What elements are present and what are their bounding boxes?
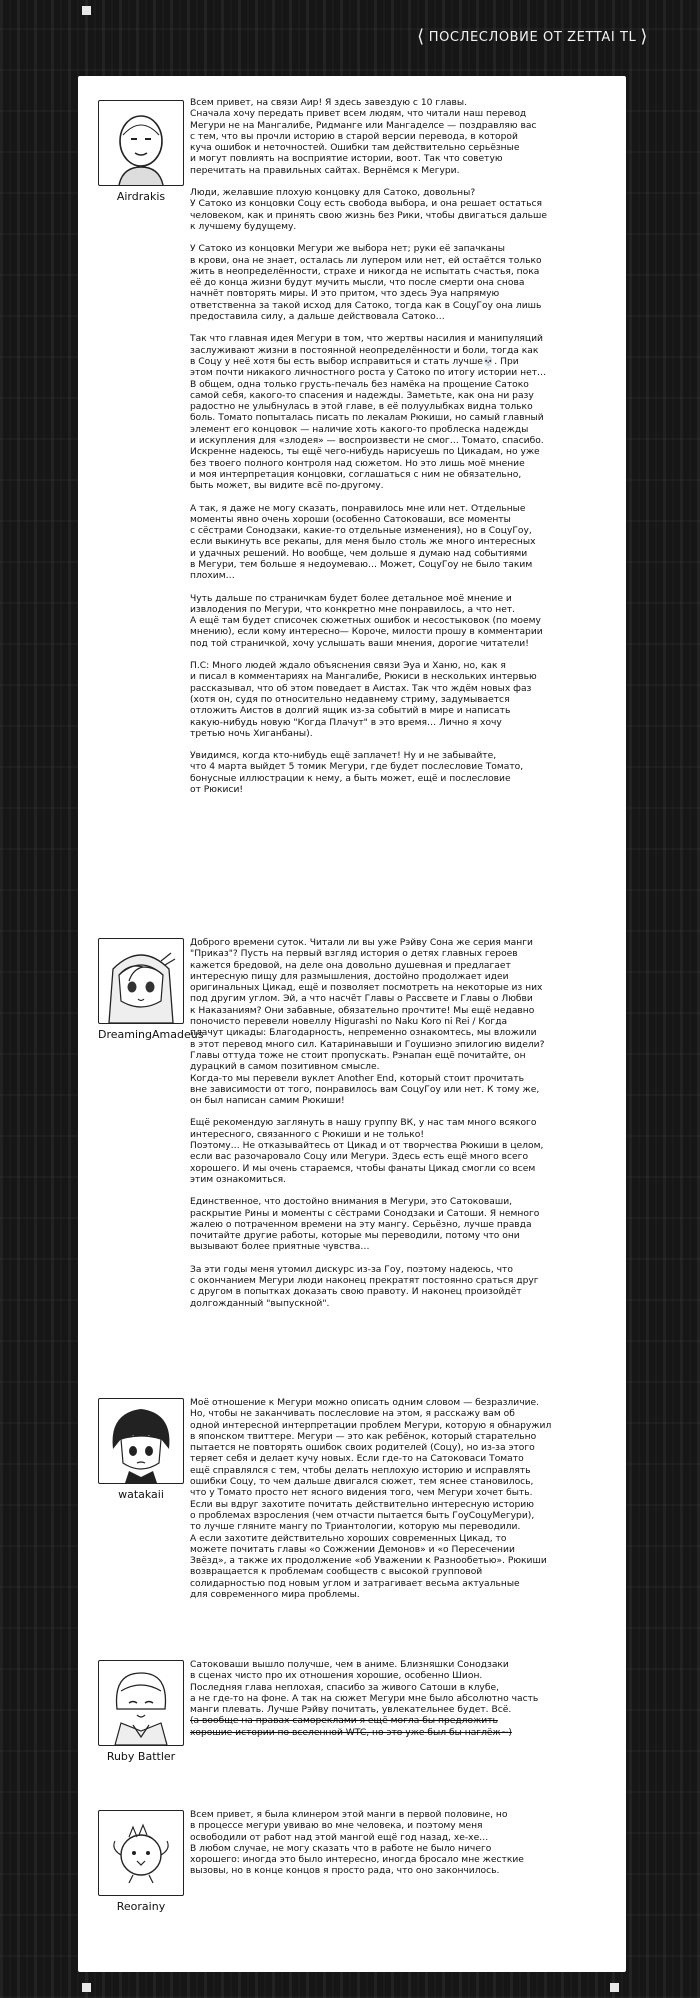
translator-name: DreamingAmadeus	[98, 1028, 204, 1041]
bald-man-portrait-icon	[98, 100, 184, 186]
afterword-paragraph: У Сатоко из концовки Мегури же выбора нет; руки её запачканы в крови, она не знает, осталась ли лупером или нет, ей остаётся только жить в неопределённости, страхе и никогда не испытать счастья, пока её до конца жизни будут мучить мысли, что после смерти она снова начнёт повторять миры. И это притом, что здесь Эуа напрямую ответственна за такой исход для Сатоко, тогда как в СоцуГоу она лишь предоставила силу, а дальше действовала Сатоко…	[190, 244, 542, 323]
header-right-bracket: ⟩	[640, 26, 648, 47]
page-title: ПОСЛЕСЛОВИЕ ОТ ZETTAI TL	[428, 29, 637, 45]
afterword-text	[190, 1810, 608, 1878]
afterword-page	[78, 76, 626, 1972]
strikethrough-remark: (а вообще на правах самореклами я ещё могла бы предложить хорошие истории по вселенной WTC, но это уже был бы наглёж~)	[190, 1716, 512, 1738]
corner-mark	[82, 6, 91, 15]
translator-name: Ruby Battler	[106, 1750, 176, 1763]
afterword-paragraph: Так что главная идея Мегури в том, что жертвы насилия и манипуляций заслуживают жизни в постоянной неопределённости и боли, тогда как в Соцу у неё хотя бы есть выбор исправиться и стать лучше💀. При этом почти никакого личностного роста у Сатоко по итогу истории нет… В общем, одна только грусть-печаль без намёка на прощение Сатоко самой себя, какого-то спасения и надежды. Заметьте, как она ни разу радостно не улыбнулась в этой главе, в её полуулыбках видна только боль. Томато попыталась писать по лекалам Рюкиши, но самый главный элемент его концовок — наличие хоть какого-то проблеска надежды и искупления для «злодея» — воспроизвести не смог… Томато, спасибо. Искренне надеюсь, ты ещё чего-нибудь нарисуешь по Цикадам, но уже без твоего полного контроля над сюжетом. Но это лишь моё мнение и моя интерпретация концовки, соглашаться с ним не обязательно, быть может, вы видите всё по-другому.	[190, 334, 547, 492]
afterword-text	[190, 1660, 608, 1739]
afterword-paragraph: Увидимся, когда кто-нибудь ещё заплачет! Ну и не забывайте, что 4 марта выйдет 5 томик Мегури, где будет послесловие Томато, бонусные иллюстрации к нему, а быть может, ещё и послесловие от Рюкиси!	[190, 751, 524, 796]
afterword-paragraph: Всем привет, на связи Аир! Я здесь завездую с 10 главы. Сначала хочу передать привет всем людям, что читали наш перевод Мегури не на Мангалибе, Ридмангe или Мангаделсе — поздравляю вас с тем, что вы прочли историю в старой версии перевода, в которой куча ошибок и неточностей. Ошибки там действительно серьёзные и могут повлиять на восприятие истории, воот. Так что советую перечитать на правильных сайтах. Вернёмся к Мегури.	[190, 98, 537, 176]
translator-avatar-block	[98, 1398, 184, 1501]
afterword-paragraph: Сатоковаши вышло получше, чем в аниме. Близняшки Сонодзаки в сценах чисто про их отношения хорошие, особенно Шион. Последняя глава неплохая, спасибо за живого Сатоши в клубе, а не где-то на фоне. А так на сюжет Мегури мне было абсолютно часть манги плевать. Лучше Рэйву почитать, увлекательнее будет. Всё.	[190, 1660, 539, 1716]
translator-name: Airdrakis	[116, 190, 166, 203]
afterword-paragraph: П.С: Много людей ждало объяснения связи Эуа и Ханю, но, как я и писал в комментариях на Мангалибе, Рюкиси в нескольких интервью рассказывал, что об этом поведает в Аистах. Так что ждём новых фаз (хотя он, судя по относительно недавнему стриму, задумывается отложить Аистов в долгий ящик из-за событий в мире и написать какую-нибудь новую "Когда Плачут" в это время… Лично я хочу третью ночь Хиганбаны).	[190, 661, 537, 739]
translator-avatar-block	[98, 938, 204, 1041]
afterword-paragraph: За эти годы меня утомил дискурс из-за Гоу, поэтому надеюсь, что с окончанием Мегури люди наконец прекратят постоянно сраться друг с другом в попытках доказать свою правоту. И наконец произойдёт долгожданный "выпускной".	[190, 1264, 539, 1309]
afterword-text	[190, 98, 608, 796]
corner-mark	[82, 1983, 91, 1992]
afterword-paragraph: Люди, желавшие плохую концовку для Сатоко, довольны? У Сатоко из концовки Соцу есть свобода выбора, и она решает остаться человеком, как и принять свою жизнь без Рики, чтобы двигаться дальше к лучшему будущему.	[190, 188, 547, 232]
corner-mark	[610, 1983, 619, 1992]
anime-boy-portrait-icon	[98, 1398, 184, 1484]
translator-avatar-block	[98, 100, 184, 203]
afterword-paragraph: Доброго времени суток. Читали ли вы уже Рэйву Сона же серия манги "Приказ"? Пусть на первый взгляд история о детях главных героев кажется бредовой, на деле она довольно душевная и предлагает интересную пищу для размышления, достойно продолжает идеи оригинальных Цикад, ещё и позволяет посмотреть на некоторые из них под другим углом. Эй, а что насчёт Главы о Рассвете и Главы о Любви к Наказаниям? Они забавные, обязательно прочтите! Мы ещё недавно поночисто перевели новеллу Higurashi no Naku Koro ni Rei / Когда плачут цикады: Благодарность, непременно ознакомтесь, мы вложили в этот перевод много сил. Катаринавыши и Гоушиэно эпилогию видели? Главы оттуда тоже не стоит пропускать. Рэнапан ещё почитайте, он дурацкий в самом позитивном смысле. Когда-то мы перевели вуклет Another End, который стоит прочитать вне зависимости от того, понравилось вам СоцуГоу или нет. К тому же, он был написан самим Рюкиши!	[190, 938, 545, 1107]
translator-name: Reorainy	[116, 1900, 166, 1913]
translator-name: watakaii	[118, 1488, 164, 1501]
page-header	[417, 28, 648, 46]
header-left-bracket: ⟨	[417, 26, 425, 47]
translator-avatar-block	[98, 1660, 184, 1763]
chick-doodle-icon	[98, 1810, 184, 1896]
anime-girl-kimono-portrait-icon	[98, 1660, 184, 1746]
afterword-text	[190, 938, 608, 1310]
afterword-paragraph: Чуть дальше по страничкам будет более детальное моё мнение и извлодения по Мегури, что конкретно мне понравилось, а что нет. А ещё там будет списочек сюжетных ошибок и несостыковок (по моему мнению), если кому интересно— Короче, милости прошу в комментарии под той страничкой, хочу услышать ваши мнения, дорогие читатели!	[190, 593, 543, 649]
afterword-paragraph: Ещё рекомендую заглянуть в нашу группу ВК, у нас там много всякого интересного, связанного с Рюкиши и не только! Поэтому… Не отказывайтесь от Цикад и от творчества Рюкиши в целом, если вас разочаровало Соцу или Мегури. Здесь есть ещё много всего хорошего. И мы очень стараемся, чтобы фанаты Цикад смогли со всем этим ознакомиться.	[190, 1118, 544, 1185]
translator-avatar-block	[98, 1810, 184, 1913]
afterword-text	[190, 1398, 608, 1601]
afterword-paragraph: Всем привет, я была клинером этой манги в первой половине, но в процессе мегури увиваю во мне человека, и поэтому меня освободили от работ над этой мангой ещё год назад, хе-хе… В любом случае, не могу сказать что в работе не было ничего хорошего: иногда это было интересно, иногда бросало мне жесткие вызовы, но в конце концов я просто рада, что оно закончилось.	[190, 1810, 524, 1877]
afterword-paragraph: А так, я даже не могу сказать, понравилось мне или нет. Отдельные моменты явно очень хороши (особенно Сатоковаши, все моменты с сёстрами Сонодзаки, какие-то отдельные изменения), но в СоцуГоу, если выкинуть все рекапы, для меня было столь же много интересных и удачных решений. Но вообще, чем дольше я думаю над событиями в Мегури, тем больше я недоумеваю… Может, СоцуГоу не было таким плохим…	[190, 503, 536, 582]
afterword-paragraph: Моё отношение к Мегури можно описать одним словом — безразличие. Но, чтобы не заканчивать послесловие на этом, я расскажу вам об одной интересной интерпретации проблем Мегури, которую я обнаружил в японском твиттере. Мегури — это как ребёнок, который старательно пытается не повторять ошибок своих родителей (Соцу), но из-за этого теряет себя и делает кучу новых. Если где-то на Сатоковаси Томато ещё справлялся с тем, чтобы делать неплохую историю и исправлять ошибки Соцу, то чем дальше двигался сюжет, тем яснее становилось, что у Томато просто нет ясного видения того, чем Мегури хочет быть. Если вы вдруг захотите почитать действительно интересную историю о проблемах взросления (чем отчасти пытается быть ГоуСоцуМегури), то лучше гляните мангу по Триантологии, которую мы переводили. А если захотите действительно хороших современных Цикад, то можете почитать главы «о Сожжении Демонов» и «о Пересечении Звёзд», а также их продолжение «об Уважении к Разнообетью». Рюкиши возвращается к проблемам сообществ с высокой групповой солидарностью под новым углом и затрагивает весьма актуальные для современного мира проблемы.	[190, 1398, 552, 1601]
afterword-paragraph: Единственное, что достойно внимания в Мегури, это Сатоковаши, раскрытие Рины и моменты с сёстрами Сонодзаки и Сатоши. Я немного жалею о потраченном времени на эту мангу. Серьёзно, лучше правда почитайте другие работы, которые мы переводили, потому что они вызывают более приятные чувства…	[190, 1197, 540, 1253]
anime-girl-portrait-icon	[98, 938, 184, 1024]
